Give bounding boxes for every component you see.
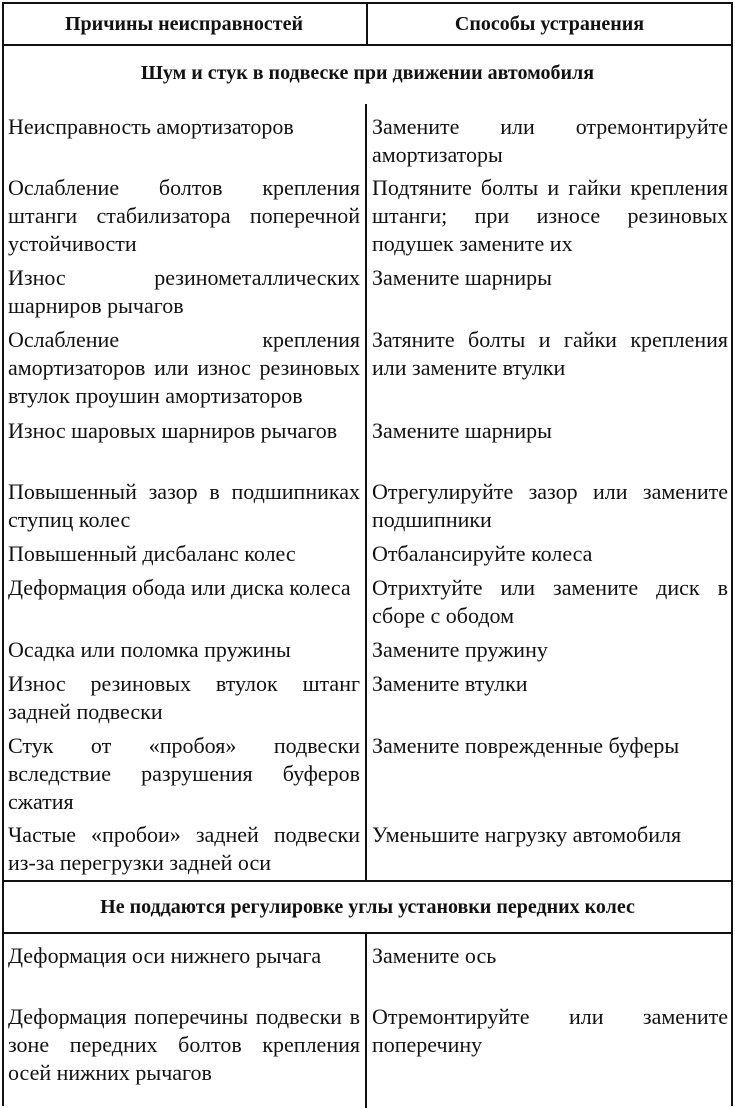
section-divider xyxy=(2,932,733,934)
cause-cell: Ослабление крепления амортизаторов или износ резиновых втулок проушин амортизаторов xyxy=(8,327,360,408)
cause-cell: Ослабление болтов крепления штанги стабилизатора поперечной устойчивости xyxy=(8,175,360,256)
header-remedies: Способы устранения xyxy=(454,13,645,35)
section-divider xyxy=(2,880,733,882)
remedy-cell: Замените втулки xyxy=(372,671,528,696)
cause-cell: Деформация оси нижнего рычага xyxy=(8,943,322,968)
column-divider xyxy=(365,104,367,880)
remedy-cell: Отрегулируйте зазор или замените подшипники xyxy=(372,479,728,532)
remedy-cell: Замените поврежденные буферы xyxy=(372,733,680,758)
cause-cell: Неисправность амортизаторов xyxy=(8,114,294,139)
header-causes: Причины неисправностей xyxy=(64,13,304,35)
cause-cell: Повышенный зазор в подшипниках ступиц колес xyxy=(8,479,360,532)
cause-cell: Стук от «пробоя» подвески вследствие разрушения буферов сжатия xyxy=(8,733,360,814)
cause-cell: Повышенный дисбаланс колес xyxy=(8,541,296,566)
remedy-cell: Подтяните болты и гайки крепления штанги; при износе резиновых подушек замените их xyxy=(372,175,728,256)
section-title: Не поддаются регулировке углы установки передних колес xyxy=(100,896,635,918)
cause-cell: Износ резинометаллических шарниров рычагов xyxy=(8,265,360,318)
section-title: Шум и стук в подвеске при движении автомобиля xyxy=(140,62,595,84)
remedy-cell: Замените ось xyxy=(372,943,497,968)
remedy-cell: Замените пружину xyxy=(372,637,548,662)
cause-cell: Осадка или поломка пружины xyxy=(8,637,291,662)
column-divider xyxy=(365,934,367,1108)
remedy-cell: Отрихтуйте или замените диск в сборе с ободом xyxy=(372,575,728,628)
table-header xyxy=(2,2,733,46)
cause-cell: Деформация обода или диска колеса xyxy=(8,575,351,600)
remedy-cell: Затяните болты и гайки крепления или замените втулки xyxy=(372,327,728,380)
cause-cell: Износ шаровых шарниров рычагов xyxy=(8,418,338,443)
cause-cell: Деформация поперечины подвески в зоне передних болтов крепления осей нижних рычагов xyxy=(8,1004,360,1085)
remedy-cell: Замените или отремонтируйте амортизаторы xyxy=(372,114,728,167)
remedy-cell: Отбалансируйте колеса xyxy=(372,541,593,566)
remedy-cell: Замените шарниры xyxy=(372,265,552,290)
remedy-cell: Уменьшите нагрузку автомобиля xyxy=(372,822,682,847)
cause-cell: Частые «пробои» задней подвески из-за перегрузки задней оси xyxy=(8,822,360,875)
remedy-cell: Замените шарниры xyxy=(372,418,552,443)
remedy-cell: Отремонтируйте или замените поперечину xyxy=(372,1004,728,1057)
cause-cell: Износ резиновых втулок штанг задней подвески xyxy=(8,671,360,724)
